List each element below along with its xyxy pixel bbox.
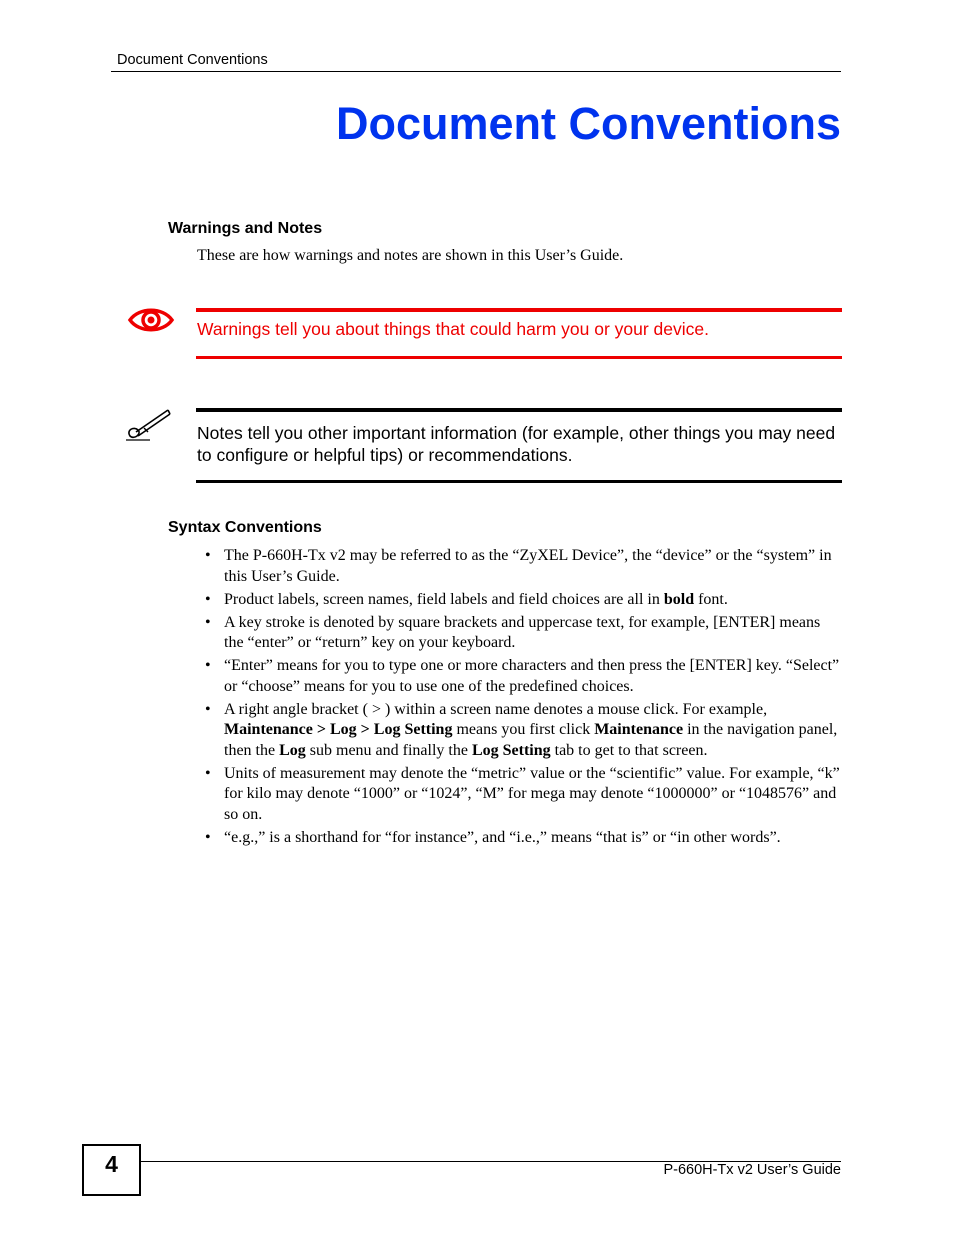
list-item xyxy=(200,764,842,826)
warning-rule-bottom xyxy=(196,356,842,359)
bullet-glyph: • xyxy=(205,764,211,782)
bold-term: Log xyxy=(279,741,306,759)
running-header: Document Conventions xyxy=(117,52,268,68)
bold-term: Maintenance xyxy=(594,721,684,738)
bullet-glyph: • xyxy=(205,590,211,608)
text-run: Product labels, screen names, field labels and field choices are all in xyxy=(224,590,664,608)
page-number: 4 xyxy=(105,1150,118,1177)
header-rule xyxy=(111,71,841,72)
bullet-glyph: • xyxy=(205,613,211,631)
list-item xyxy=(200,656,842,697)
note-rule-top xyxy=(196,408,842,412)
warning-eye-icon xyxy=(127,305,175,340)
warnings-intro: These are how warnings and notes are shown in this User’s Guide. xyxy=(197,247,624,264)
text-run: “e.g.,” is a shorthand for “for instance”, and “i.e.,” means “that is” or “in other words”. xyxy=(224,828,781,846)
warning-rule-top xyxy=(196,308,842,312)
text-run: means you first click xyxy=(452,721,595,738)
bullet-glyph: • xyxy=(205,700,211,718)
footer-guide-title: P-660H-Tx v2 User’s Guide xyxy=(663,1162,841,1178)
text-run: font. xyxy=(694,590,728,608)
text-run: The P-660H-Tx v2 may be referred to as the “ZyXEL Device”, the “device” or the “system” in this User’s Guide. xyxy=(224,547,832,585)
bold-term: Maintenance > Log > Log Setting xyxy=(224,721,453,738)
note-rule-bottom xyxy=(196,480,842,483)
text-run: Units of measurement may denote the “metric” value or the “scientific” value. For example, “k” for kilo may denote “1000” or “1024”, “M” for mega may denote “1000000” or “1048576” and so on. xyxy=(224,764,840,823)
text-run: tab to get to that screen. xyxy=(550,741,708,759)
text-run: A key stroke is denoted by square brackets and uppercase text, for example, [ENTER] means the “enter” or “return” key on your keyboard. xyxy=(224,613,821,651)
page-number-box xyxy=(82,1144,141,1196)
bullet-glyph: • xyxy=(205,657,211,674)
bold-term: Log Setting xyxy=(471,741,551,759)
bold-term: bold xyxy=(663,590,695,608)
list-item xyxy=(200,700,842,762)
warning-text: Warnings tell you about things that could harm you or your device. xyxy=(197,319,709,339)
note-text: Notes tell you other important information (for example, other things you may need to configure or helpful tips) or recommendations. xyxy=(197,423,836,465)
text-run: sub menu and finally the xyxy=(305,741,472,759)
list-item xyxy=(200,546,842,587)
syntax-bullet-list xyxy=(200,546,842,851)
list-item xyxy=(200,828,842,849)
text-run: in the navigation panel, then the xyxy=(224,721,838,759)
text-run: A right angle bracket ( > ) within a screen name denotes a mouse click. For example, xyxy=(224,700,768,718)
page-title: Document Conventions xyxy=(335,98,841,149)
text-run: “Enter” means for you to type one or more characters and then press the [ENTER] key. “Select” or “choose” means for you to use one of the predefined choices. xyxy=(224,657,840,695)
note-pen-icon xyxy=(124,406,172,447)
bullet-glyph: • xyxy=(205,828,211,846)
warnings-notes-heading: Warnings and Notes xyxy=(168,220,323,237)
bullet-glyph: • xyxy=(205,547,211,564)
list-item xyxy=(200,613,842,654)
list-item xyxy=(200,590,842,611)
syntax-conventions-heading: Syntax Conventions xyxy=(168,519,322,536)
